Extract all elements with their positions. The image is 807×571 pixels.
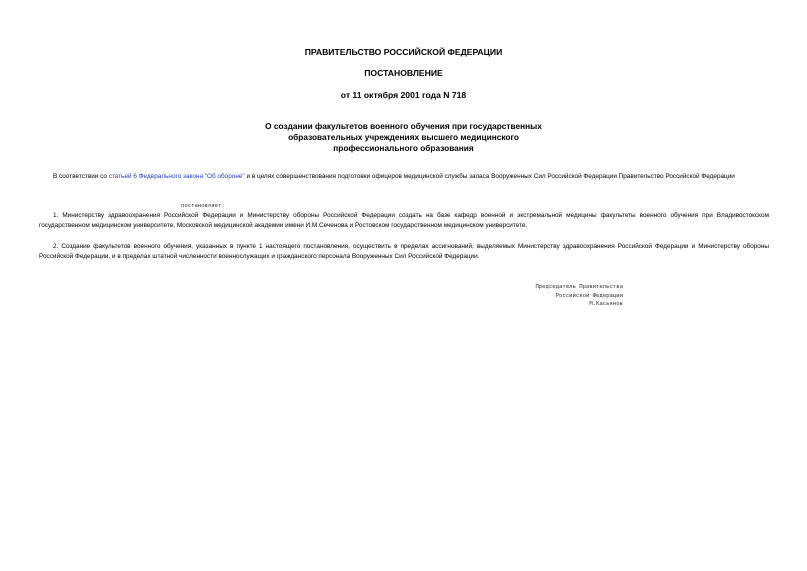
intro-suffix: и в целях совершенствования подготовки офицеров медицинской службы запаса Вооруженных Сил Российской Федерации Правительство Российской Федерации [244,173,735,180]
signatory-position: Российской Федерации [555,292,623,299]
subject-line: образовательных учреждениях высшего медицинского [288,132,519,142]
signatory-position: Председатель Правительства [535,284,623,290]
signature-block [470,283,623,309]
law-link[interactable]: статьей 6 Федерального закона "Об обороне" [108,173,245,180]
document-subject [200,121,607,154]
signatory-name: М.Касьянов [589,301,623,307]
document-date-number: от 11 октября 2001 года N 718 [340,90,467,100]
paragraph-2: 2. Создание факультетов военного обучения, указанных в пункте 1 настоящего постановления, осуществить в пределах ассигнований, выделяемых Министерству здравоохранения Российской Федерации и Министерству обороны Российской Федерации, и в пределах штатной численности военнослужащих и гражданского персонала Вооруженных Сил Российской Федерации. [39,243,769,260]
intro-paragraph [39,172,769,182]
issuing-authority: ПРАВИТЕЛЬСТВО РОССИЙСКОЙ ФЕДЕРАЦИИ [304,47,503,57]
decree-word: постановляет: [181,203,225,209]
subject-line: О создании факультетов военного обучения при государственных [265,121,542,131]
intro-prefix: В соответствии со [53,173,109,180]
subject-line: профессионального образования [333,143,474,153]
paragraph-1: 1. Министерству здравоохранения Российской Федерации и Министерству обороны Российской Федерации создать на базе кафедр военной и экстремальной медицины факультеты военного обучения при Владивостокском государственном медицинском университете, Московской медицинской академии имени И.М.Сеченова и Ростовском государственном медицинском университете. [39,212,769,229]
document-kind: ПОСТАНОВЛЕНИЕ [364,68,443,78]
